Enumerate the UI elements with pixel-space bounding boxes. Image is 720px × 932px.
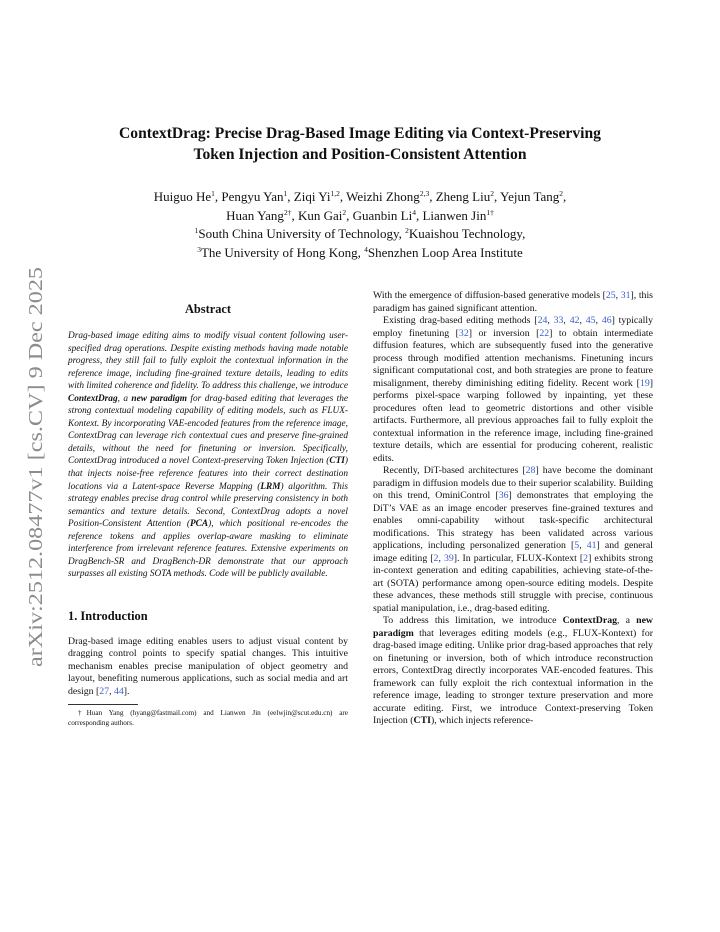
- text-run: Recently, DiT-based architectures [: [383, 465, 526, 476]
- bold-term: LRM: [260, 481, 281, 492]
- text-run: ,: [615, 290, 621, 301]
- text-run: ] typically employ finetuning [: [373, 315, 653, 339]
- citation-link[interactable]: 28: [525, 465, 536, 476]
- text-run: ) that injects noise-free reference features into their correct destination locations via a Latent-space Reverse Mapping (: [68, 456, 348, 492]
- arxiv-stamp: [10, 262, 58, 672]
- affiliation-line-2: [70, 244, 650, 263]
- affiliation-name: The University of Hong Kong,: [200, 244, 365, 260]
- arxiv-stamp-text: arXiv:2512.08477v1 [cs.CV] 9 Dec 2025: [25, 327, 47, 667]
- text-run: ,: [563, 315, 570, 326]
- text-run: ], this paradigm has gained significant attention.: [373, 290, 653, 314]
- citation-link[interactable]: 5: [574, 540, 580, 551]
- author-affiliation-marker: 4: [412, 207, 416, 217]
- citation-link[interactable]: 2: [583, 552, 589, 564]
- author-name: Lianwen Jin: [422, 207, 487, 223]
- author-list-line-2: Huan Yang$^{2\dagger}$, Kun Gai$^2$, Guanbin Li$^4$, Lianwen Jin$^{1\dagger}$: [226, 207, 494, 223]
- author-affiliation-marker: 2: [490, 189, 494, 198]
- text-run: ] and general image editing [: [373, 540, 653, 564]
- section-heading-introduction: 1. Introduction: [68, 608, 148, 623]
- citation-link[interactable]: 22: [539, 327, 550, 339]
- citation-link[interactable]: 41: [586, 540, 597, 551]
- text-run: To address this limitation, we introduce: [383, 615, 563, 626]
- citation-link[interactable]: 32: [458, 327, 469, 339]
- text-run: ,: [579, 315, 586, 326]
- author-affiliation-marker: 1,2: [330, 189, 340, 198]
- text-run: ,: [579, 540, 587, 551]
- text-run: ,: [547, 315, 554, 326]
- affiliation-name: South China University of Technology,: [198, 226, 406, 241]
- body-paragraph: [373, 465, 653, 615]
- bold-term: ContextDrag: [68, 393, 118, 404]
- author-name: Weizhi Zhong: [346, 189, 420, 204]
- text-run: for drag-based editing that leverages the strong contextual modeling capability of editing models, such as FLUX-Kontext. By incorporating VAE-encoded features from the reference image, ContextDrag can leverage rich contextual cues and preserve fine-grained details, without the need for finetuning or inversion. Specifically, ContextDrag introduced a novel Context-preserving Token Injection (: [68, 393, 348, 467]
- text-run: ] or inversion [: [468, 327, 540, 339]
- text-run: ] performs pixel-space warping followed by inpainting, yet these procedures often lead to geometric distortions and other visible artifacts. Furthermore, all previous approaches fail to fully exploit the contextual information in the reference image, including fine-grained texture details, which are essential for producing coherent, realistic edits.: [373, 377, 653, 464]
- author-name: Yejun Tang: [499, 189, 560, 204]
- abstract-heading: Abstract: [184, 302, 232, 316]
- author-name: Pengyu Yan: [221, 189, 284, 204]
- bold-term: ContextDrag: [562, 615, 618, 626]
- citation-link[interactable]: 42: [569, 315, 580, 326]
- text-run: ,: [438, 552, 444, 564]
- citation-link[interactable]: 27: [99, 685, 110, 697]
- author-block: [70, 188, 650, 262]
- bold-term: new paradigm: [373, 615, 653, 639]
- intro-paragraph: [68, 636, 348, 699]
- body-paragraph: [373, 615, 653, 728]
- author-affiliation-marker: 2: [342, 207, 347, 217]
- citation-link[interactable]: 25: [605, 290, 616, 301]
- text-run: ] demonstrates that employing the DiT’s VAE as an image encoder preserves fine-grained textures and enables omni-capability without task-specific architectural modifications. This strategy has been validated across various applications, including personalized generation [: [373, 490, 653, 551]
- affiliation-marker: 3: [197, 244, 201, 254]
- affiliation-name: Shenzhen Loop Area Institute: [367, 244, 523, 260]
- author-name: Huan Yang: [226, 207, 284, 223]
- citation-link[interactable]: 44: [114, 685, 124, 697]
- author-list-line-1: Huiguo He$^1$, Pengyu Yan$^1$, Ziqi Yi$^{1,2}$, Weizhi Zhong$^{2,3}$, Zheng Liu$^2$, Yejun Tang$^2$,: [153, 189, 567, 204]
- paper-title: [70, 123, 650, 165]
- citation-link[interactable]: 31: [620, 290, 631, 301]
- author-affiliation-marker: 2: [559, 189, 564, 198]
- citation-link[interactable]: 24: [537, 315, 548, 326]
- text-run: , a: [617, 615, 637, 626]
- bold-term: new paradigm: [131, 393, 187, 404]
- affiliation-marker: 4: [364, 244, 368, 254]
- text-run: ]. In particular, FLUX-Kontext [: [453, 552, 584, 564]
- citation-link[interactable]: 46: [601, 315, 612, 326]
- citation-link[interactable]: 2: [433, 552, 439, 564]
- affiliation-name: Kuaishou Technology,: [408, 226, 526, 241]
- author-name: Kun Gai: [297, 207, 343, 223]
- author-affiliation-marker: 2†: [283, 207, 292, 217]
- author-affiliation-marker: 1: [283, 189, 288, 198]
- text-run: ] have become the dominant paradigm in diffusion models due to their superior scalability. Building on this trend, OminiControl [: [373, 465, 653, 501]
- left-column: [68, 290, 348, 728]
- footnote-rule: [68, 704, 138, 705]
- text-run: ] exhibits strong in-context generation and editing capabilities, achieving state-of-the-art (SOTA) performance among open-source editing models. Despite these advances, these methods still struggle with precise, continuous spatial manipulation, i.e., drag-based editing.: [373, 552, 653, 614]
- text-run: ,: [595, 315, 602, 326]
- text-run: ] to obtain intermediate diffusion features, which are subsequently fused into the generative process through modified attention mechanisms. Finetuning incurs significant computational cost, and both strategies are prone to feature misalignment, thereby diminishing editing fidelity. Recent work [: [373, 327, 653, 389]
- citation-link[interactable]: 39: [443, 552, 454, 564]
- text-run: , a: [117, 393, 132, 404]
- text-run: Drag-based image editing aims to modify visual content following user-specified drag operations. Despite existing methods having made notable progress, they still fail to fully exploit the contextual information in the reference image, including fine-grained texture details, leading to edits with limited coherence and fidelity. To address this challenge, we introduce: [68, 331, 348, 392]
- citation-link[interactable]: 36: [498, 490, 509, 501]
- title-line-1: ContextDrag: Precise Drag-Based Image Editing via Context-Preserving: [119, 125, 601, 142]
- right-column: [373, 290, 653, 728]
- bold-term: CTI: [329, 456, 345, 467]
- author-name: Ziqi Yi: [293, 189, 331, 204]
- text-run: Existing drag-based editing methods [: [383, 315, 538, 326]
- body-paragraph: [373, 290, 653, 315]
- citation-link[interactable]: 45: [585, 315, 596, 326]
- text-run: that leverages editing models (e.g., FLUX-Kontext) for drag-based image editing. Unlike prior drag-based approaches that rely on finetuning or inversion, both of which introduce reconstruction errors, ContextDrag directly incorporates VAE-encoded features. This framework can fully exploit the rich contextual information in the reference image, leading to stronger texture preservation and more accurate editing. First, we introduce Context-preserving Token Injection (: [373, 627, 653, 726]
- citation-link[interactable]: 33: [553, 315, 564, 326]
- author-name: Huiguo He: [153, 189, 212, 204]
- author-name: Zheng Liu: [435, 189, 491, 204]
- title-line-2: Token Injection and Position-Consistent Attention: [193, 146, 527, 163]
- affiliation-line-1: [70, 225, 650, 244]
- author-name: Guanbin Li: [352, 207, 413, 223]
- affiliation-marker: 2: [405, 226, 409, 235]
- author-affiliation-marker: 1: [211, 189, 215, 198]
- footnote-corresponding-authors: †Huan Yang (hyang@fastmail.com) and Lianwen Jin (eelwjin@scut.edu.cn) are corresponding authors.: [68, 709, 348, 727]
- author-affiliation-marker: 1†: [486, 207, 494, 217]
- text-run: Drag-based image editing enables users to adjust visual content by dragging control points to specify spatial changes. This intuitive mechanism enables precise manipulation of object geometry and layout, benefiting numerous applications, such as social media and art design [: [68, 635, 348, 697]
- text-run: ), which positional re-encodes the reference tokens and applies overlap-aware masking to eliminate interference from irrelevant reference features. Extensive experiments on DragBench-SR and DragBench-DR demonstrate that our approach surpasses all existing SOTA methods. Code will be publicly available.: [68, 519, 348, 580]
- citation-link[interactable]: 19: [639, 377, 650, 389]
- text-run: With the emergence of diffusion-based generative models [: [373, 290, 606, 301]
- body-paragraph: [373, 315, 653, 465]
- text-run: ,: [109, 685, 114, 697]
- bold-term: PCA: [190, 519, 209, 530]
- text-run: ].: [123, 685, 130, 697]
- abstract-body: [68, 330, 348, 581]
- text-run: ) algorithm. This strategy enables precise drag control while preserving consistency in both semantics and texture details. Second, ContextDrag adopts a novel Position-Consistent Attention (: [68, 481, 348, 530]
- bold-term: CTI: [413, 715, 431, 726]
- author-affiliation-marker: 2,3: [419, 189, 430, 198]
- text-run: ), which injects reference-: [430, 715, 534, 726]
- affiliation-marker: 1: [194, 226, 199, 235]
